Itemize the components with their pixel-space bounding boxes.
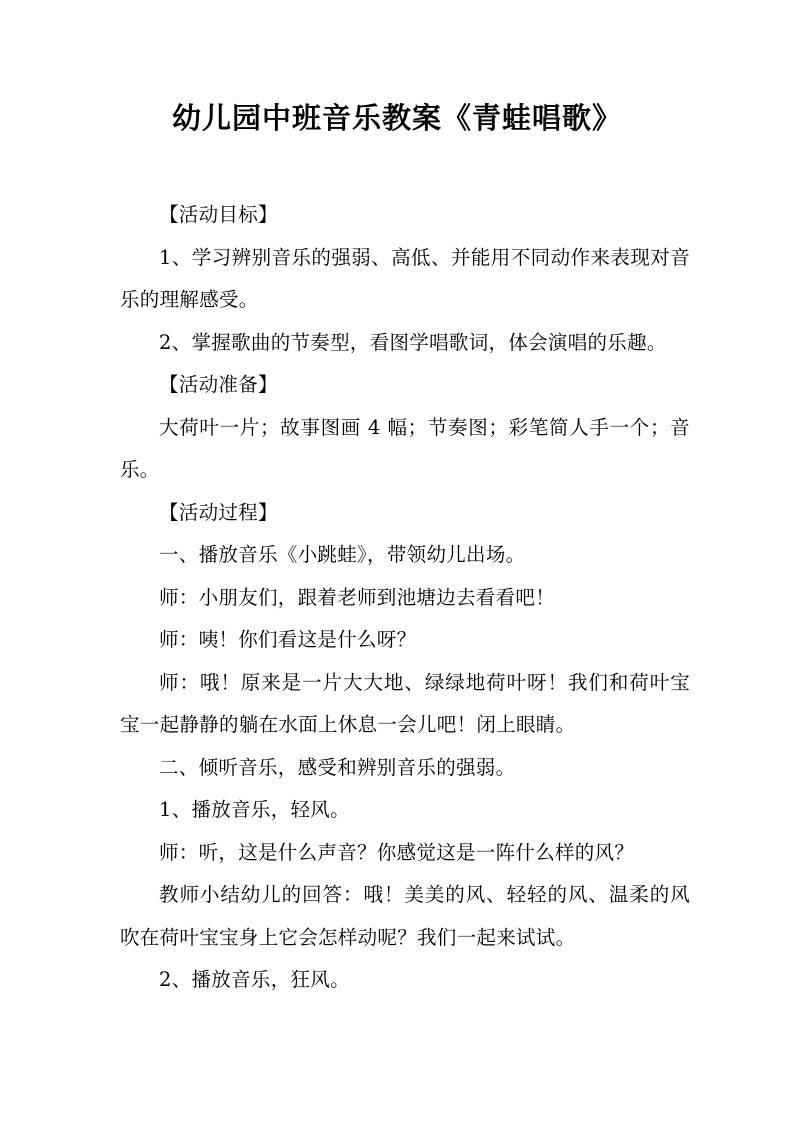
paragraph: 师：小朋友们，跟着老师到池塘边去看看吧！ (159, 585, 556, 609)
paragraph: 1、播放音乐，轻风。 (159, 798, 350, 821)
paragraph: 二、倾听音乐，感受和辨别音乐的强弱。 (159, 755, 516, 779)
paragraph: 教师小结幼儿的回答：哦！美美的风、轻轻的风、温柔的风吹在荷叶宝宝身上它会怎样动呢？我们一起来试试。 (120, 883, 690, 949)
section-heading-process: 【活动过程】 (159, 500, 278, 524)
section-heading-goals: 【活动目标】 (159, 203, 278, 226)
document-title: 幼儿园中班音乐教案《青蛙唱歌》 (171, 101, 622, 135)
section-heading-preparation: 【活动准备】 (159, 373, 278, 396)
paragraph: 大荷叶一片；故事图画 4 幅；节奏图；彩笔简人手一个；音乐。 (120, 415, 690, 481)
paragraph: 2、掌握歌曲的节奏型，看图学唱歌词，体会演唱的乐趣。 (159, 330, 667, 354)
document-body (120, 194, 690, 1002)
paragraph: 师：听，这是什么声音？你感觉这是一阵什么样的风？ (159, 840, 635, 864)
paragraph: 一、播放音乐《小跳蛙》，带领幼儿出场。 (159, 543, 526, 566)
paragraph: 师：哦！原来是一片大大地、绿绿地荷叶呀！我们和荷叶宝宝一起静静的躺在水面上休息一会儿吧！闭上眼睛。 (120, 670, 690, 736)
paragraph: 师：咦！你们看这是什么呀？ (159, 628, 417, 651)
paragraph: 1、学习辨别音乐的强弱、高低、并能用不同动作来表现对音乐的理解感受。 (120, 245, 690, 311)
paragraph: 2、播放音乐，狂风。 (159, 968, 350, 991)
